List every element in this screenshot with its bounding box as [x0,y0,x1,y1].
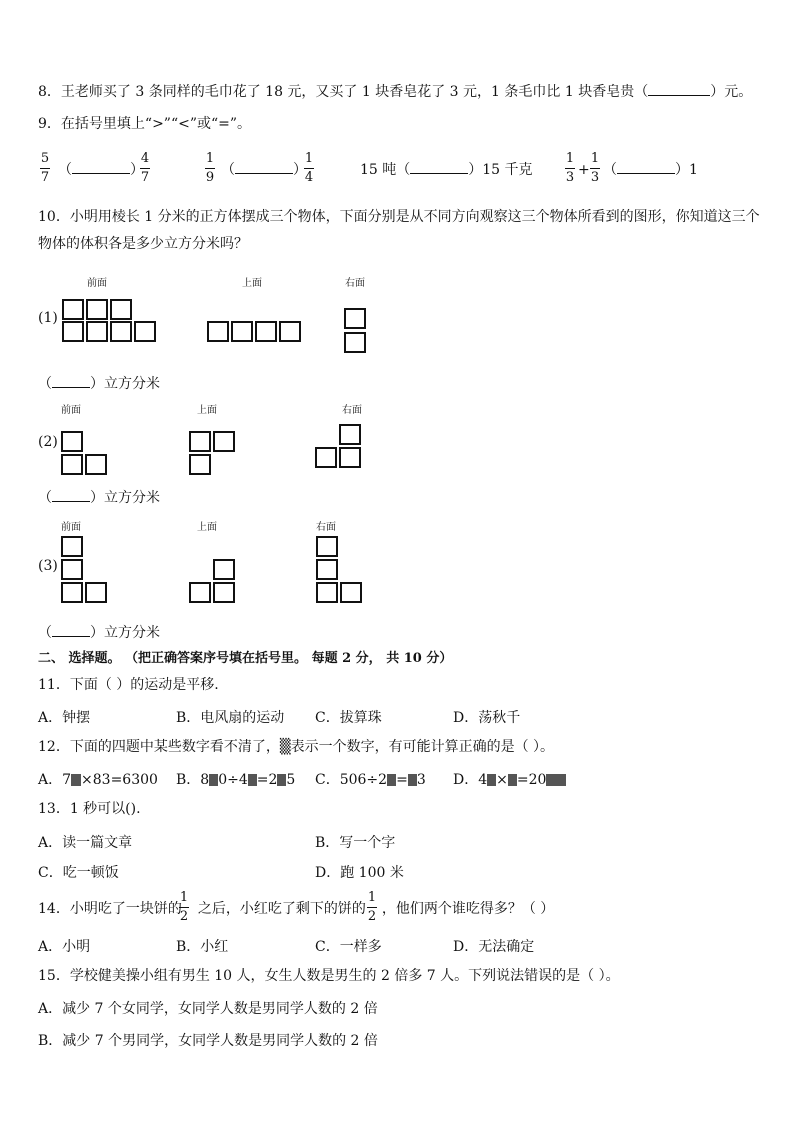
denominator: 9 [205,170,215,185]
cube-square [279,321,301,342]
cube-square [316,536,338,557]
q13-option-d[interactable]: D．跑 100 米 [315,865,404,881]
fraction-bar [40,168,50,169]
answer-unit: ）立方分米 [90,376,160,392]
q15-stem: 15．学校健美操小组有男生 10 人，女生人数是男生的 2 倍多 7 人。下列说法错误的是（ ）。 [38,968,620,984]
q10-line-2: 物体的体积各是多少立方分米吗？ [38,236,248,252]
cube-square [207,321,229,342]
denominator: 2 [179,909,189,924]
fig1-answer-blank[interactable] [52,375,90,388]
paren: （ [58,162,72,178]
fig2-front-view [61,431,109,478]
cube-square [85,582,107,603]
cube-square [61,536,83,557]
cube-square [213,582,235,603]
fig2-right-label: 右面 [342,405,362,416]
opt-text: C．506÷2 [315,772,388,788]
cube-square [61,454,83,475]
stem-text: ，他们两个谁吃得多？（ ） [381,901,555,917]
q15-option-b[interactable]: B．减少 7 个男同学，女同学人数是男同学人数的 2 倍 [38,1033,378,1049]
q10-line-1: 10．小明用棱长 1 分米的正方体摆成三个物体，下面分别是从不同方向观察这三个物体所看到的图形，你知道这三个 [38,209,760,225]
cube-square [231,321,253,342]
q9-compare-3 [360,161,533,179]
fraction-bar [590,168,600,169]
cube-square [134,321,156,342]
fig3-answer-blank[interactable] [52,624,90,637]
cube-square [86,299,108,320]
paren: ） [130,162,144,178]
fig1-label: (1) [38,310,58,326]
fraction-1-3-b [590,152,600,185]
obscured-digit [487,774,496,786]
numerator: 1 [367,890,377,905]
opt-text: 5 [286,772,296,788]
fig3-right-view [316,536,365,606]
obscured-digit [209,774,218,786]
numerator: 1 [205,151,215,166]
fraction-1-9 [205,152,215,185]
q8-line [38,83,752,101]
obscured-digit [408,774,417,786]
fig3-label: (3) [38,558,58,574]
q11-option-d[interactable]: D．荡秋千 [453,710,521,726]
opt-text: 0÷4 [218,772,248,788]
cube-square [316,559,338,580]
fig1-top-label: 上面 [242,278,262,289]
cube-square [213,431,235,452]
cube-square [189,454,211,475]
q9-blank-3[interactable] [410,161,468,174]
fraction-1-2-b [367,891,377,924]
fig3-answer [38,624,160,642]
opt-text: 3 [416,772,426,788]
q14-option-a[interactable]: A．小明 [38,939,91,955]
numerator: 1 [179,890,189,905]
stem-text: 之后，小红吃了剩下的饼的 [197,901,366,917]
paren: （ [603,162,617,178]
fig1-right-view [344,308,367,354]
q11-option-b[interactable]: B．电风扇的运动 [176,710,285,726]
fraction-1-4 [304,152,314,185]
obscured-digit [508,774,517,786]
cube-square [110,299,132,320]
q11-option-a[interactable]: A．钟摆 [38,710,91,726]
q14-stem [38,900,554,918]
q8-answer-blank[interactable] [648,83,710,96]
cube-square [344,308,366,329]
fig3-front-view [61,536,110,606]
cube-square [189,582,211,603]
q12-option-b[interactable] [176,769,295,789]
q12-option-d[interactable] [453,769,566,789]
numerator: 1 [565,151,575,166]
q13-stem: 13．1 秒可以(). [38,801,141,817]
cube-square [86,321,108,342]
denominator: 7 [40,170,50,185]
denominator: 7 [140,170,150,185]
q9-blank-2[interactable] [235,161,293,174]
cube-square [61,431,83,452]
cube-square [189,431,211,452]
opt-text: =20 [516,772,547,788]
weight-left: 15 吨 [360,162,397,178]
opt-text: D．4 [453,772,488,788]
fraction-bar [205,168,215,169]
fig1-answer [38,375,160,393]
opt-text: × [496,772,508,788]
fig1-top-view [207,321,305,343]
paren: ） [468,162,483,178]
answer-unit: ）立方分米 [90,490,160,506]
opt-text: B．8 [176,772,210,788]
obscured-digit [71,774,81,786]
numerator: 5 [40,151,50,166]
q8-text-end: ）元。 [710,84,753,100]
q9-compare-4 [603,161,698,179]
fig3-top-view [189,559,238,606]
stem-text: 14．小明吃了一块饼的 [38,901,182,917]
fig2-top-view [189,431,237,478]
paren: （ [396,162,411,178]
q13-option-b[interactable]: B．写一个字 [315,835,396,851]
q14-option-b[interactable]: B．小红 [176,939,229,955]
numerator: 1 [590,151,600,166]
denominator: 4 [304,170,314,185]
paren: （ [38,625,52,641]
q12-option-c[interactable] [315,769,426,789]
fraction-4-7 [140,152,150,185]
fraction-bar [367,907,377,908]
q13-option-a[interactable]: A．读一篇文章 [38,835,133,851]
numerator: 4 [140,151,150,166]
q13-option-c[interactable]: C．吃一顿饭 [38,865,119,881]
fig1-front-view [62,299,160,343]
cube-square [62,321,84,342]
q12-stem: 12．下面的四题中某些数字看不清了，▒表示一个数字，有可能计算正确的是（ ）。 [38,739,555,755]
opt-text: ×83=6300 [81,772,158,788]
fig3-front-label: 前面 [61,522,81,533]
denominator: 3 [565,170,575,185]
q9-blank-4[interactable] [617,161,675,174]
fraction-bar [565,168,575,169]
cube-square [61,582,83,603]
cube-square [85,454,107,475]
q9-blank-1[interactable] [72,161,130,174]
fig2-top-label: 上面 [197,405,217,416]
cube-square [110,321,132,342]
q9-compare-2 [221,161,307,179]
paren: （ [38,490,52,506]
paren: ） [675,162,689,178]
section-2-title: 二、 选择题。 （把正确答案序号填在括号里。 每题 2 分， 共 10 分） [38,651,453,666]
fig3-top-label: 上面 [197,522,217,533]
cube-square [213,559,235,580]
cube-square [344,332,366,353]
q9-title: 9．在括号里填上“>”“<”或“=”。 [38,116,252,132]
q14-option-c[interactable]: C．一样多 [315,939,382,955]
fraction-bar [179,907,189,908]
cube-square [255,321,277,342]
fig2-front-label: 前面 [61,405,81,416]
fraction-bar [304,168,314,169]
fig2-right-view [315,424,365,471]
cube-square [62,299,84,320]
obscured-digit [248,774,257,786]
paren: （ [221,162,235,178]
q12-option-a[interactable] [38,769,158,789]
weight-right: 15 千克 [482,162,533,178]
q8-text: 8．王老师买了 3 条同样的毛巾花了 18 元，又买了 1 块香皂花了 3 元，1 条毛巾比 1 块香皂贵（ [38,84,649,100]
q11-stem: 11．下面（ ）的运动是平移. [38,677,219,693]
answer-unit: ）立方分米 [90,625,160,641]
opt-text: A．7 [38,772,72,788]
fig1-right-label: 右面 [345,278,365,289]
fig2-answer-blank[interactable] [52,489,90,502]
paren: ） [293,162,307,178]
q14-option-d[interactable]: D．无法确定 [453,939,535,955]
denominator: 3 [590,170,600,185]
q15-option-a[interactable]: A．减少 7 个女同学，女同学人数是男同学人数的 2 倍 [38,1001,378,1017]
fig2-answer [38,489,160,507]
fraction-1-3-a [565,152,575,185]
sum-result: 1 [689,162,698,178]
obscured-digit [546,774,566,786]
fig2-label: (2) [38,434,58,450]
numerator: 1 [304,151,314,166]
fraction-5-7 [40,152,50,185]
opt-text: =2 [256,772,278,788]
fraction-bar [140,168,150,169]
fig3-right-label: 右面 [316,522,336,533]
cube-square [61,559,83,580]
plus-sign: + [578,162,590,178]
denominator: 2 [367,909,377,924]
cube-square [340,582,362,603]
cube-square [316,582,338,603]
cube-square [315,447,337,468]
opt-text: = [396,772,408,788]
obscured-digit [387,774,396,786]
cube-square [339,447,361,468]
q11-option-c[interactable]: C．拔算珠 [315,710,382,726]
q9-compare-1 [58,161,144,179]
fraction-1-2-a [179,891,189,924]
cube-square [339,424,361,445]
fig1-front-label: 前面 [87,278,107,289]
paren: （ [38,376,52,392]
